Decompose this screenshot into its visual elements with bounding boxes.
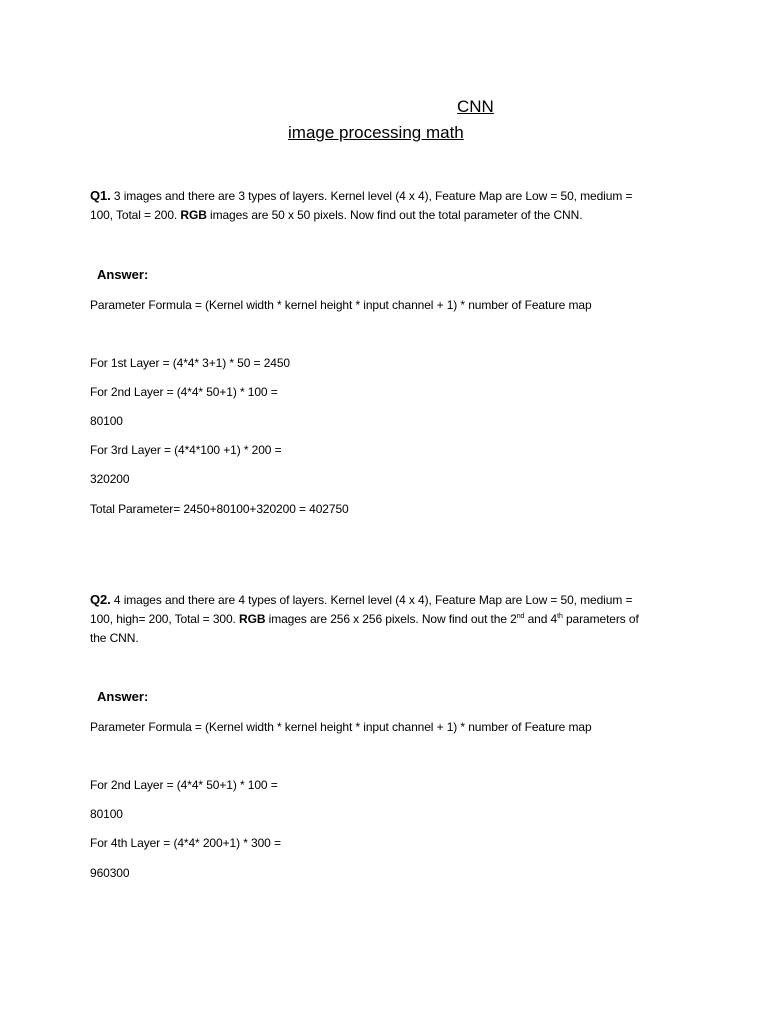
title-subtitle: image processing math <box>288 123 464 142</box>
q2-layer2: For 2nd Layer = (4*4* 50+1) * 100 = <box>90 778 278 792</box>
q2-layer4: For 4th Layer = (4*4* 200+1) * 300 = <box>90 836 281 850</box>
q1-text-2a: 100, Total = 200. <box>90 208 181 222</box>
q2-text-2c: and 4 <box>524 612 558 626</box>
q2-text-2a: 100, high= 200, Total = 300. <box>90 612 240 626</box>
q1-layer2-result: 80100 <box>90 414 123 428</box>
q2-text-2d: parameters of <box>562 612 639 626</box>
q2-sup-nd: nd <box>516 613 525 620</box>
q2-answer-label: Answer: <box>97 689 149 704</box>
q2-sup-th: th <box>557 613 563 620</box>
q1-line-1 <box>90 189 632 203</box>
q1-layer3: For 3rd Layer = (4*4*100 +1) * 200 = <box>90 443 282 457</box>
q1-text-2b: images are 50 x 50 pixels. Now find out the total parameter of the CNN. <box>206 208 583 222</box>
q2-text-1: 4 images and there are 4 types of layers. Kernel level (4 x 4), Feature Map are Low = 50, medium = <box>110 593 633 607</box>
q1-line-2 <box>90 208 582 222</box>
q1-layer2: For 2nd Layer = (4*4* 50+1) * 100 = <box>90 385 278 399</box>
q2-label: Q2. <box>90 592 111 607</box>
title-cnn: CNN <box>457 97 494 116</box>
q1-layer3-result: 320200 <box>90 472 130 486</box>
q1-formula: Parameter Formula = (Kernel width * kernel height * input channel + 1) * number of Feature map <box>90 298 592 312</box>
q1-layer1: For 1st Layer = (4*4* 3+1) * 50 = 2450 <box>90 356 290 370</box>
q2-line-1 <box>90 593 632 607</box>
q2-rgb-bold: RGB <box>239 612 266 626</box>
q2-layer2-result: 80100 <box>90 807 123 821</box>
q1-label: Q1. <box>90 188 111 203</box>
q2-line-2 <box>90 612 639 626</box>
q2-text-2b: images are 256 x 256 pixels. Now find out the 2 <box>265 612 517 626</box>
q2-line-3: the CNN. <box>90 631 139 645</box>
q2-formula: Parameter Formula = (Kernel width * kernel height * input channel + 1) * number of Feature map <box>90 720 592 734</box>
q1-text-1: 3 images and there are 3 types of layers. Kernel level (4 x 4), Feature Map are Low = 50, medium = <box>110 189 633 203</box>
q2-layer4-result: 960300 <box>90 866 130 880</box>
q1-total: Total Parameter= 2450+80100+320200 = 402750 <box>90 502 349 516</box>
q1-rgb-bold: RGB <box>180 208 207 222</box>
q1-answer-label: Answer: <box>97 267 149 282</box>
